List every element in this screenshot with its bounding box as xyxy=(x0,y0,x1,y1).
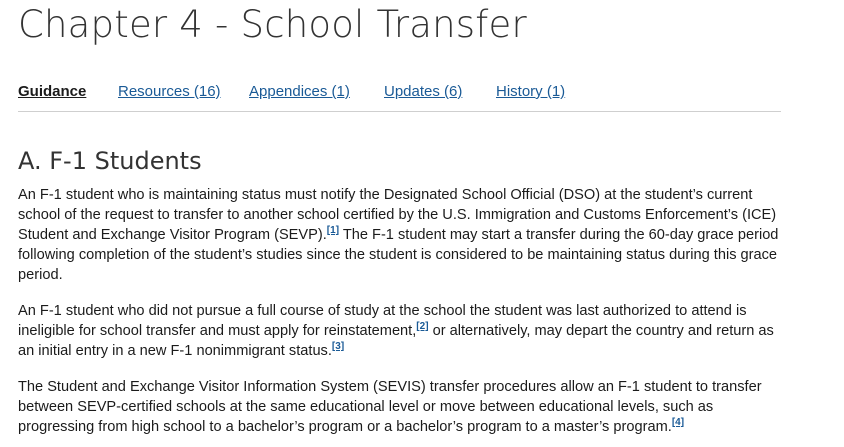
paragraph-2-text-a: An F-1 student who did not pursue a full course of study at the school the student was last authorized to attend is ineligible for school transfer and must apply for reinstatement, xyxy=(18,303,747,339)
tab-bar xyxy=(18,82,781,112)
footnote-link-3[interactable]: [3] xyxy=(331,341,345,353)
paragraph-1-text-a: An F-1 student who is maintaining status must notify the Designated School Official (DSO) at the student’s current school of the request to transfer to another school certified by the U.S. Immigration and Customs Enforcement’s (ICE) Student and Exchange Visitor Program (SEVP). xyxy=(18,187,777,243)
paragraph-3-text-a: The Student and Exchange Visitor Information System (SEVIS) transfer procedures allow an F-1 student to transfer between SEVP-certified schools at the same educational level or move between educational levels, such as progressing from high school to a bachelor’s program or a bachelor’s program to a master’s program. xyxy=(18,379,762,435)
paragraph-2 xyxy=(18,301,786,361)
paragraph-1 xyxy=(18,185,786,285)
tab-appendices[interactable]: Appendices (1) xyxy=(249,83,350,100)
paragraph-3 xyxy=(18,377,786,437)
page-title: Chapter 4 - School Transfer xyxy=(18,3,527,46)
tab-resources[interactable]: Resources (16) xyxy=(118,83,221,100)
footnote-link-1[interactable]: [1] xyxy=(326,225,340,237)
paragraph-1-text-b: The F-1 student may start a transfer during the 60-day grace period following completion of the student’s studies since the student is considered to be maintaining status during this grace period. xyxy=(18,227,779,283)
tab-updates[interactable]: Updates (6) xyxy=(384,83,463,100)
tab-history[interactable]: History (1) xyxy=(496,83,566,100)
footnote-link-2[interactable]: [2] xyxy=(416,321,429,333)
section-heading: A. F-1 Students xyxy=(18,147,202,175)
footnote-link-4[interactable]: [4] xyxy=(671,417,685,429)
tab-guidance[interactable]: Guidance xyxy=(18,83,87,100)
paragraph-2-text-b: or alternatively, may depart the country and return as an initial entry in a new F-1 nonimmigrant status. xyxy=(18,323,774,359)
